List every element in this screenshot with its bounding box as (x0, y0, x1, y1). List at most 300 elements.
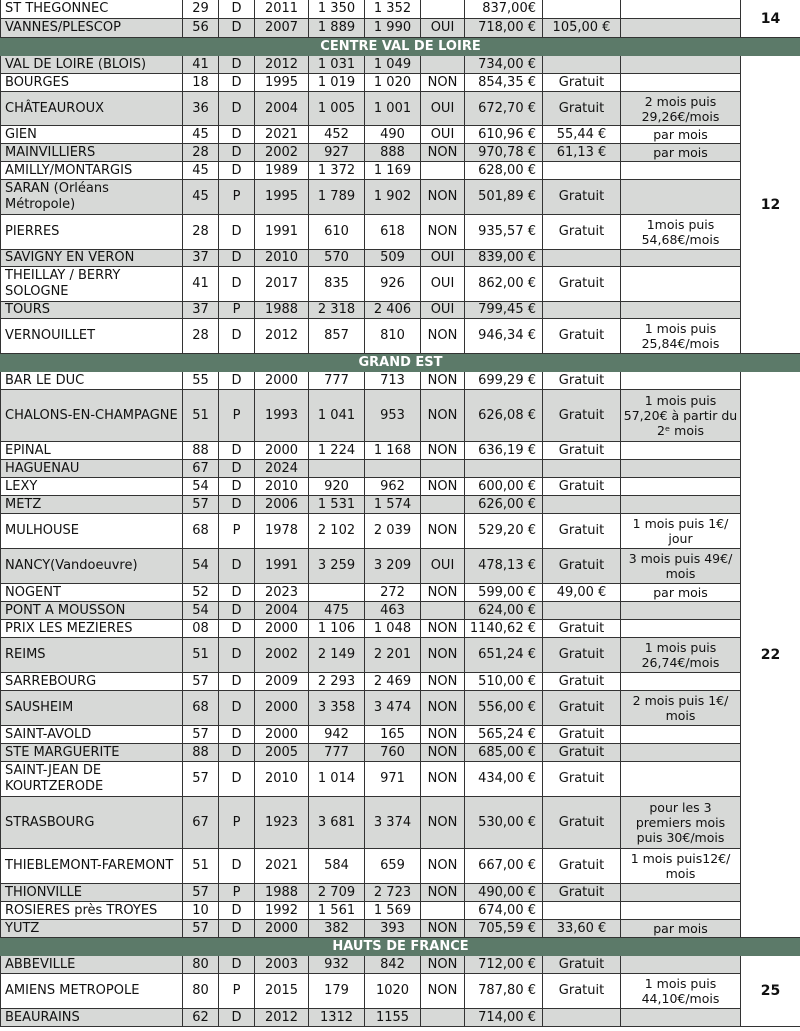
department-cell: 80 (183, 974, 219, 1009)
year-cell: 1923 (255, 797, 309, 849)
note-cell (621, 162, 741, 180)
year-cell: 1989 (255, 162, 309, 180)
year-cell: 1988 (255, 302, 309, 319)
flag-cell: OUI (421, 302, 465, 319)
city-name-cell: EPINAL (1, 442, 183, 460)
note-cell (621, 442, 741, 460)
fee-cell: Gratuit (543, 442, 621, 460)
count-1-cell: 1 561 (309, 902, 365, 920)
city-name-cell: CHALONS-EN-CHAMPAGNE (1, 390, 183, 442)
department-cell: 62 (183, 1009, 219, 1027)
region-header (1, 354, 800, 372)
city-name-cell: SARREBOURG (1, 673, 183, 691)
count-1-cell: 382 (309, 920, 365, 938)
price-cell: 799,45 € (465, 302, 543, 319)
department-cell: 51 (183, 638, 219, 673)
department-cell: 28 (183, 319, 219, 354)
table-row (1, 549, 800, 584)
fee-cell (543, 460, 621, 478)
count-2-cell: 1 049 (365, 56, 421, 74)
note-cell (621, 372, 741, 390)
table-row (1, 19, 800, 38)
table-row (1, 390, 800, 442)
flag-cell: NON (421, 180, 465, 215)
table-row (1, 319, 800, 354)
department-cell: 28 (183, 215, 219, 250)
type-cell: D (219, 144, 255, 162)
department-cell: 57 (183, 496, 219, 514)
count-1-cell: 920 (309, 478, 365, 496)
department-cell: 45 (183, 180, 219, 215)
count-1-cell: 1 014 (309, 762, 365, 797)
price-cell: 862,00 € (465, 267, 543, 302)
flag-cell: OUI (421, 549, 465, 584)
fee-cell (543, 1009, 621, 1027)
table-row (1, 56, 800, 74)
count-1-cell: 2 102 (309, 514, 365, 549)
city-name-cell: ABBEVILLE (1, 956, 183, 974)
note-cell (621, 620, 741, 638)
count-2-cell: 953 (365, 390, 421, 442)
note-cell (621, 56, 741, 74)
count-2-cell: 165 (365, 726, 421, 744)
fee-cell: Gratuit (543, 390, 621, 442)
count-1-cell (309, 460, 365, 478)
note-cell (621, 884, 741, 902)
type-cell: D (219, 162, 255, 180)
count-1-cell: 452 (309, 126, 365, 144)
count-1-cell: 1 224 (309, 442, 365, 460)
count-2-cell: 962 (365, 478, 421, 496)
type-cell: D (219, 673, 255, 691)
flag-cell: NON (421, 920, 465, 938)
count-1-cell (309, 584, 365, 602)
count-1-cell: 1 350 (309, 0, 365, 19)
note-cell: 3 mois puis 49€/ mois (621, 549, 741, 584)
price-cell: 714,00 € (465, 1009, 543, 1027)
table-row (1, 849, 800, 884)
year-cell: 2017 (255, 267, 309, 302)
region-count-cell: 12 (741, 56, 800, 354)
city-name-cell: BEAURAINS (1, 1009, 183, 1027)
type-cell: P (219, 797, 255, 849)
note-cell: 1 mois puis 44,10€/mois (621, 974, 741, 1009)
count-1-cell: 1 789 (309, 180, 365, 215)
table-row (1, 514, 800, 549)
fee-cell: Gratuit (543, 74, 621, 92)
fee-cell (543, 56, 621, 74)
city-name-cell: STE MARGUERITE (1, 744, 183, 762)
fee-cell: Gratuit (543, 372, 621, 390)
fee-cell: Gratuit (543, 267, 621, 302)
table-row (1, 797, 800, 849)
price-cell: 529,20 € (465, 514, 543, 549)
count-1-cell: 1 005 (309, 92, 365, 126)
table-row (1, 726, 800, 744)
type-cell: P (219, 974, 255, 1009)
count-1-cell: 584 (309, 849, 365, 884)
fee-cell: Gratuit (543, 797, 621, 849)
count-2-cell: 1 169 (365, 162, 421, 180)
count-1-cell: 1 531 (309, 496, 365, 514)
flag-cell: NON (421, 762, 465, 797)
city-name-cell: VANNES/PLESCOP (1, 19, 183, 38)
year-cell: 1991 (255, 549, 309, 584)
price-cell: 610,96 € (465, 126, 543, 144)
city-name-cell: PRIX LES MEZIERES (1, 620, 183, 638)
city-name-cell: SAINT-JEAN DE KOURTZERODE (1, 762, 183, 797)
price-cell: 970,78 € (465, 144, 543, 162)
note-cell: 1 mois puis 26,74€/mois (621, 638, 741, 673)
price-cell: 626,00 € (465, 496, 543, 514)
city-name-cell: SAINT-AVOLD (1, 726, 183, 744)
city-name-cell: MULHOUSE (1, 514, 183, 549)
count-2-cell: 509 (365, 250, 421, 267)
count-1-cell: 927 (309, 144, 365, 162)
flag-cell: NON (421, 584, 465, 602)
count-1-cell: 570 (309, 250, 365, 267)
department-cell: 67 (183, 460, 219, 478)
flag-cell: NON (421, 974, 465, 1009)
note-cell: par mois (621, 920, 741, 938)
flag-cell: NON (421, 956, 465, 974)
type-cell: D (219, 726, 255, 744)
year-cell: 2004 (255, 92, 309, 126)
count-2-cell: 2 723 (365, 884, 421, 902)
table-row (1, 496, 800, 514)
department-cell: 57 (183, 673, 219, 691)
city-name-cell: NOGENT (1, 584, 183, 602)
year-cell: 2000 (255, 691, 309, 726)
note-cell (621, 1009, 741, 1027)
count-1-cell: 2 293 (309, 673, 365, 691)
fee-cell: Gratuit (543, 620, 621, 638)
year-cell: 1978 (255, 514, 309, 549)
note-cell: 1 mois puis 57,20€ à partir du 2ᵉ mois (621, 390, 741, 442)
price-cell: 434,00 € (465, 762, 543, 797)
note-cell: 2 mois puis 1€/ mois (621, 691, 741, 726)
flag-cell: NON (421, 638, 465, 673)
department-cell: 29 (183, 0, 219, 19)
count-1-cell: 1 889 (309, 19, 365, 38)
price-cell: 478,13 € (465, 549, 543, 584)
count-2-cell: 971 (365, 762, 421, 797)
flag-cell: NON (421, 478, 465, 496)
note-cell: par mois (621, 126, 741, 144)
city-name-cell: ROSIERES près TROYES (1, 902, 183, 920)
price-cell: 628,00 € (465, 162, 543, 180)
fee-cell: 105,00 € (543, 19, 621, 38)
price-cell: 599,00 € (465, 584, 543, 602)
flag-cell (421, 496, 465, 514)
fee-cell: Gratuit (543, 638, 621, 673)
department-cell: 68 (183, 691, 219, 726)
count-1-cell: 777 (309, 372, 365, 390)
price-cell: 667,00 € (465, 849, 543, 884)
note-cell: 1 mois puis 25,84€/mois (621, 319, 741, 354)
city-name-cell: VERNOUILLET (1, 319, 183, 354)
flag-cell: NON (421, 144, 465, 162)
city-name-cell: YUTZ (1, 920, 183, 938)
count-1-cell: 835 (309, 267, 365, 302)
table-row (1, 744, 800, 762)
count-1-cell: 3 681 (309, 797, 365, 849)
count-1-cell: 1 106 (309, 620, 365, 638)
type-cell: P (219, 302, 255, 319)
table-row (1, 0, 800, 19)
price-cell: 565,24 € (465, 726, 543, 744)
year-cell: 1993 (255, 390, 309, 442)
department-cell: 68 (183, 514, 219, 549)
table-row (1, 74, 800, 92)
year-cell: 2012 (255, 319, 309, 354)
type-cell: D (219, 638, 255, 673)
type-cell: D (219, 372, 255, 390)
type-cell: D (219, 744, 255, 762)
table-row (1, 180, 800, 215)
count-1-cell: 2 318 (309, 302, 365, 319)
type-cell: D (219, 56, 255, 74)
count-2-cell: 1 020 (365, 74, 421, 92)
city-name-cell: THEILLAY / BERRY SOLOGNE (1, 267, 183, 302)
flag-cell: NON (421, 849, 465, 884)
table-row (1, 884, 800, 902)
price-cell: 1140,62 € (465, 620, 543, 638)
table-row (1, 673, 800, 691)
flag-cell (421, 460, 465, 478)
note-cell (621, 478, 741, 496)
fee-cell: Gratuit (543, 691, 621, 726)
note-cell: 1mois puis 54,68€/mois (621, 215, 741, 250)
count-2-cell: 490 (365, 126, 421, 144)
count-2-cell: 3 474 (365, 691, 421, 726)
year-cell: 2000 (255, 372, 309, 390)
year-cell: 2003 (255, 956, 309, 974)
price-cell: 718,00 € (465, 19, 543, 38)
count-2-cell: 659 (365, 849, 421, 884)
table-row (1, 215, 800, 250)
region-title: CENTRE VAL DE LOIRE (1, 38, 800, 56)
region-title: HAUTS DE FRANCE (1, 938, 800, 956)
count-2-cell: 272 (365, 584, 421, 602)
note-cell (621, 267, 741, 302)
type-cell: D (219, 478, 255, 496)
type-cell: D (219, 691, 255, 726)
flag-cell (421, 602, 465, 620)
department-cell: 51 (183, 849, 219, 884)
year-cell: 2002 (255, 638, 309, 673)
city-name-cell: PONT A MOUSSON (1, 602, 183, 620)
department-cell: 54 (183, 602, 219, 620)
department-cell: 28 (183, 144, 219, 162)
note-cell (621, 180, 741, 215)
note-cell (621, 673, 741, 691)
count-1-cell: 475 (309, 602, 365, 620)
count-2-cell: 1 168 (365, 442, 421, 460)
fee-cell: Gratuit (543, 673, 621, 691)
region-header (1, 938, 800, 956)
price-cell: 935,57 € (465, 215, 543, 250)
type-cell: D (219, 215, 255, 250)
price-cell: 530,00 € (465, 797, 543, 849)
flag-cell: OUI (421, 92, 465, 126)
city-name-cell: REIMS (1, 638, 183, 673)
count-2-cell: 1 569 (365, 902, 421, 920)
count-1-cell: 1 372 (309, 162, 365, 180)
city-name-cell: TOURS (1, 302, 183, 319)
department-cell: 18 (183, 74, 219, 92)
flag-cell: NON (421, 74, 465, 92)
note-cell (621, 460, 741, 478)
type-cell: P (219, 390, 255, 442)
table-row (1, 1009, 800, 1027)
count-1-cell: 610 (309, 215, 365, 250)
flag-cell: OUI (421, 19, 465, 38)
fee-cell (543, 496, 621, 514)
count-2-cell: 618 (365, 215, 421, 250)
flag-cell: OUI (421, 250, 465, 267)
table-row (1, 372, 800, 390)
fee-cell (543, 302, 621, 319)
count-2-cell: 463 (365, 602, 421, 620)
count-2-cell: 1155 (365, 1009, 421, 1027)
note-cell (621, 74, 741, 92)
fee-cell: 61,13 € (543, 144, 621, 162)
note-cell (621, 956, 741, 974)
department-cell: 52 (183, 584, 219, 602)
note-cell (621, 762, 741, 797)
count-2-cell: 2 201 (365, 638, 421, 673)
flag-cell: NON (421, 691, 465, 726)
type-cell: D (219, 442, 255, 460)
city-name-cell: THIONVILLE (1, 884, 183, 902)
department-cell: 10 (183, 902, 219, 920)
type-cell: D (219, 956, 255, 974)
count-2-cell: 810 (365, 319, 421, 354)
department-cell: 57 (183, 920, 219, 938)
type-cell: D (219, 902, 255, 920)
flag-cell: NON (421, 620, 465, 638)
type-cell: D (219, 460, 255, 478)
department-cell: 08 (183, 620, 219, 638)
note-cell: par mois (621, 584, 741, 602)
count-1-cell: 1 041 (309, 390, 365, 442)
region-title: GRAND EST (1, 354, 800, 372)
table-row (1, 620, 800, 638)
year-cell: 2000 (255, 920, 309, 938)
note-cell (621, 250, 741, 267)
fee-cell: 33,60 € (543, 920, 621, 938)
year-cell: 2009 (255, 673, 309, 691)
city-name-cell: GIEN (1, 126, 183, 144)
type-cell: D (219, 549, 255, 584)
price-cell: 556,00 € (465, 691, 543, 726)
table-row (1, 902, 800, 920)
count-1-cell: 777 (309, 744, 365, 762)
type-cell: D (219, 584, 255, 602)
fee-cell: Gratuit (543, 974, 621, 1009)
note-cell: pour les 3 premiers mois puis 30€/mois (621, 797, 741, 849)
table-row (1, 460, 800, 478)
fee-cell: Gratuit (543, 762, 621, 797)
flag-cell: NON (421, 390, 465, 442)
year-cell: 2007 (255, 19, 309, 38)
city-name-cell: AMIENS METROPOLE (1, 974, 183, 1009)
count-2-cell: 1 902 (365, 180, 421, 215)
flag-cell (421, 162, 465, 180)
year-cell: 2000 (255, 620, 309, 638)
fee-cell (543, 602, 621, 620)
fee-cell: Gratuit (543, 180, 621, 215)
city-name-cell: BOURGES (1, 74, 183, 92)
city-name-cell: SARAN (Orléans Métropole) (1, 180, 183, 215)
table-row (1, 584, 800, 602)
city-name-cell: PIERRES (1, 215, 183, 250)
table-row (1, 442, 800, 460)
price-cell: 705,59 € (465, 920, 543, 938)
count-1-cell: 1 031 (309, 56, 365, 74)
note-cell: 1 mois puis12€/ mois (621, 849, 741, 884)
note-cell (621, 902, 741, 920)
count-2-cell: 2 469 (365, 673, 421, 691)
table-row (1, 162, 800, 180)
flag-cell: NON (421, 797, 465, 849)
count-1-cell: 932 (309, 956, 365, 974)
fee-cell (543, 162, 621, 180)
count-2-cell: 1 574 (365, 496, 421, 514)
table-row (1, 762, 800, 797)
flag-cell: NON (421, 744, 465, 762)
type-cell: D (219, 620, 255, 638)
region-count-cell: 25 (741, 956, 800, 1027)
department-cell: 88 (183, 744, 219, 762)
year-cell: 1988 (255, 884, 309, 902)
department-cell: 37 (183, 302, 219, 319)
note-cell: 1 mois puis 1€/ jour (621, 514, 741, 549)
price-cell: 501,89 € (465, 180, 543, 215)
fee-cell: Gratuit (543, 956, 621, 974)
year-cell: 2006 (255, 496, 309, 514)
year-cell: 2024 (255, 460, 309, 478)
flag-cell: NON (421, 319, 465, 354)
flag-cell: OUI (421, 126, 465, 144)
count-1-cell: 942 (309, 726, 365, 744)
department-cell: 57 (183, 884, 219, 902)
department-cell: 55 (183, 372, 219, 390)
note-cell (621, 726, 741, 744)
year-cell: 2021 (255, 126, 309, 144)
city-name-cell: METZ (1, 496, 183, 514)
table-row (1, 126, 800, 144)
flag-cell: OUI (421, 267, 465, 302)
year-cell: 2000 (255, 442, 309, 460)
year-cell: 2011 (255, 0, 309, 19)
note-cell (621, 602, 741, 620)
price-cell: 510,00 € (465, 673, 543, 691)
count-2-cell: 1 990 (365, 19, 421, 38)
fee-cell (543, 902, 621, 920)
count-2-cell (365, 460, 421, 478)
price-cell: 685,00 € (465, 744, 543, 762)
note-cell (621, 0, 741, 19)
type-cell: D (219, 762, 255, 797)
table-row (1, 638, 800, 673)
table-row (1, 92, 800, 126)
table-row (1, 478, 800, 496)
price-cell (465, 460, 543, 478)
flag-cell: NON (421, 372, 465, 390)
year-cell: 1991 (255, 215, 309, 250)
